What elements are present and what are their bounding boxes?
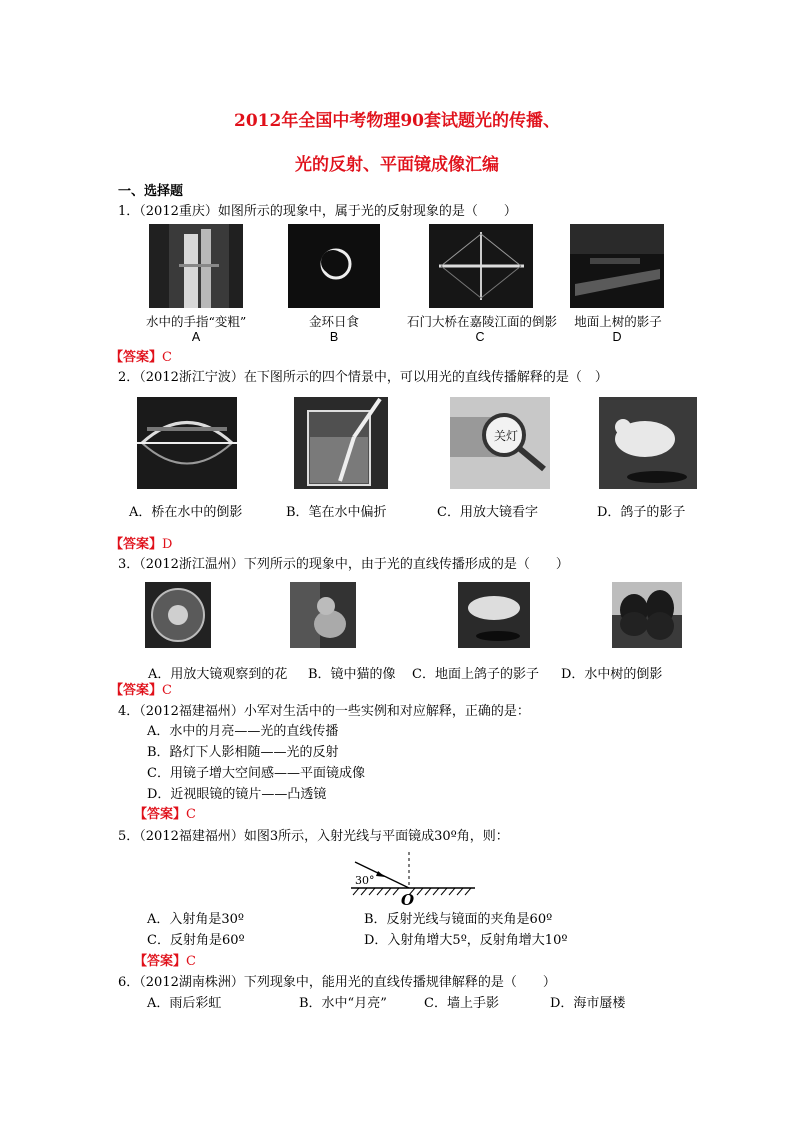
q5-option-d: D．入射角增大5º，反射角增大10º — [364, 933, 568, 948]
q1-letter-a: A — [191, 330, 201, 344]
bridge-reflection-icon — [429, 224, 533, 308]
q3-image-a — [145, 582, 211, 648]
q1-letter-b: B — [329, 330, 339, 344]
q6-option-c: C．墙上手影 — [424, 996, 499, 1011]
q5-option-b: B．反射光线与镜面的夹角是60º — [364, 912, 553, 927]
angle-label: 30° — [355, 874, 375, 887]
question-1-text: 1．（2012重庆）如图所示的现象中，属于光的反射现象的是（ ） — [118, 204, 517, 219]
q4-option-c: C．用镜子增大空间感——平面镜成像 — [147, 766, 365, 781]
pen-in-water-icon — [294, 397, 388, 489]
q1-image-b — [288, 224, 380, 308]
answer-label: 【答案】 — [110, 537, 163, 552]
q1-caption-d: 地面上树的影子 — [574, 314, 662, 329]
q4-option-d: D．近视眼镜的镜片——凸透镜 — [147, 787, 327, 802]
bridge-night-reflection-icon — [137, 397, 237, 489]
q3-image-c — [458, 582, 530, 648]
q2-answer — [110, 537, 172, 553]
answer-label: 【答案】 — [134, 807, 187, 822]
q3-answer — [110, 683, 172, 699]
answer-value: D — [162, 537, 173, 552]
q2-option-c: C．用放大镜看字 — [437, 505, 538, 520]
section-heading: 一、选择题 — [118, 184, 184, 199]
q1-caption-c: 石门大桥在嘉陵江面的倒影 — [406, 314, 557, 329]
q6-option-b: B．水中“月亮” — [299, 996, 387, 1011]
q2-image-b — [294, 397, 388, 489]
page-title-line2: 光的反射、平面镜成像汇编 — [295, 155, 499, 175]
question-4-text: 4．（2012福建福州）小军对生活中的一些实例和对应解释，正确的是： — [118, 704, 530, 719]
sign-text: 关灯 — [494, 429, 519, 443]
finger-in-water-icon — [149, 224, 243, 308]
answer-value: C — [162, 683, 172, 698]
page-title-line1: 2012年全国中考物理90套试题光的传播、 — [234, 111, 560, 131]
question-3-text: 3．（2012浙江温州）下列所示的现象中，由于光的直线传播形成的是（ ） — [118, 557, 569, 572]
q3-image-d — [612, 582, 682, 648]
dove-shadow-icon — [458, 582, 530, 648]
q1-answer — [110, 350, 172, 366]
point-o-label: O — [401, 891, 415, 906]
q1-letter-c: C — [475, 330, 485, 344]
answer-value: C — [162, 350, 172, 365]
q2-image-d — [599, 397, 697, 489]
q3-option-a: A．用放大镜观察到的花 — [148, 667, 288, 682]
tree-reflection-icon — [612, 582, 682, 648]
q5-option-a: A．入射角是30º — [147, 912, 245, 927]
q6-option-d: D．海市蜃楼 — [550, 996, 626, 1011]
answer-value: C — [186, 807, 196, 822]
q6-option-a: A．雨后彩虹 — [147, 996, 222, 1011]
q4-option-b: B．路灯下人影相随——光的反射 — [147, 745, 339, 760]
q2-option-d: D．鸽子的影子 — [597, 505, 686, 520]
answer-label: 【答案】 — [134, 954, 187, 969]
question-5-text: 5．（2012福建福州）如图3所示，入射光线与平面镜成30º角，则： — [118, 829, 509, 844]
dove-shadow-icon — [599, 397, 697, 489]
question-6-text: 6．（2012湖南株洲）下列现象中，能用光的直线传播规律解释的是（ ） — [118, 975, 556, 990]
q1-caption-a: 水中的手指“变粗” — [146, 314, 247, 329]
q5-answer — [134, 954, 196, 970]
q4-option-a: A．水中的月亮——光的直线传播 — [147, 724, 339, 739]
answer-label: 【答案】 — [110, 683, 163, 698]
tree-shadow-icon — [570, 224, 664, 308]
answer-value: C — [186, 954, 196, 969]
annular-eclipse-icon — [288, 224, 380, 308]
q3-option-c: C．地面上鸽子的影子 — [412, 667, 539, 682]
q3-option-d: D．水中树的倒影 — [561, 667, 663, 682]
q2-option-b: B．笔在水中偏折 — [286, 505, 387, 520]
flower-magnifier-icon — [145, 582, 211, 648]
q1-caption-b: 金环日食 — [308, 314, 359, 329]
q3-option-b: B．镜中猫的像 — [308, 667, 396, 682]
mirror-diagram — [345, 850, 480, 906]
q5-option-c: C．反射角是60º — [147, 933, 245, 948]
q4-answer — [134, 807, 196, 823]
q1-image-d — [570, 224, 664, 308]
q1-image-a — [149, 224, 243, 308]
answer-label: 【答案】 — [110, 350, 163, 365]
q1-letter-d: D — [612, 330, 622, 344]
q3-image-b — [290, 582, 356, 648]
q2-image-c — [450, 397, 550, 489]
q1-image-c — [429, 224, 533, 308]
cat-mirror-icon — [290, 582, 356, 648]
magnifier-icon — [450, 397, 550, 489]
q2-option-a: A．桥在水中的倒影 — [129, 505, 243, 520]
question-2-text: 2．（2012浙江宁波）在下图所示的四个情景中，可以用光的直线传播解释的是（ ） — [118, 370, 608, 385]
q2-image-a — [137, 397, 237, 489]
